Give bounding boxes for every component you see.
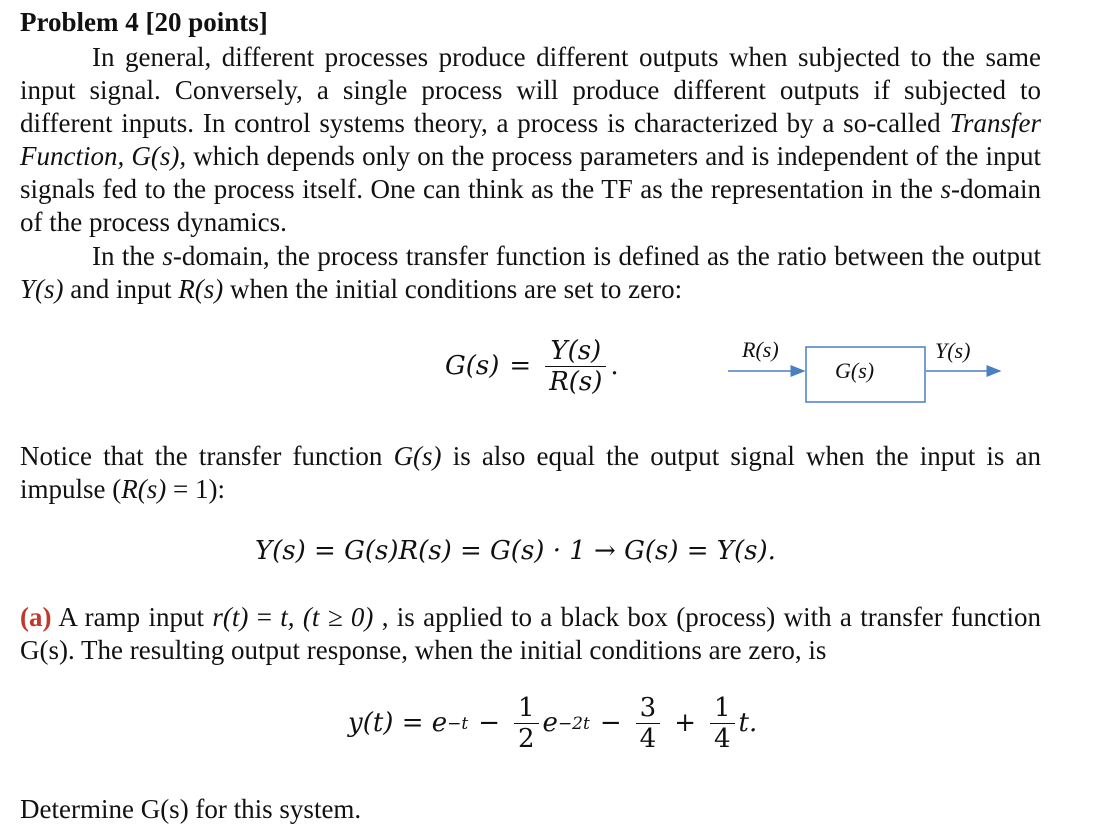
intro-text-cont: which depends only on the process parameters and is independent of the input signals fed to the process itself. One can think as the TF as the representation in the [20,141,1042,204]
definition-paragraph [20,240,1041,306]
transfer-function-term: Transfer Function, G(s), [20,108,1041,171]
eq3-exp-base: e [542,708,558,738]
eq3-fraction-1-num: 1 [518,693,535,723]
input-symbol: R(s) [178,274,224,304]
definition-text-and: and input [63,274,179,304]
input-label: R(s) [742,337,779,362]
r-symbol: R(s) [121,474,167,504]
s-domain-symbol: s [940,174,952,204]
eq1-denominator: R(s) [545,366,606,397]
eq3-tail: t. [738,708,758,738]
eq3-minus-2: − [599,708,622,738]
question-prompt: Determine G(s) for this system. [20,794,362,824]
impulse-text: Notice that the transfer function [20,441,394,471]
eq1-lhs: G(s) [445,351,500,381]
eq3-plus: + [674,708,696,738]
part-a-paragraph [20,601,1041,667]
impulse-equation: Y(s) = G(s)R(s) = G(s) · 1 → G(s) = Y(s). [255,536,776,566]
intro-text-end: -domain of the process dynamics. [20,174,1041,237]
problem-heading: Problem 4 [20 points] [20,7,268,37]
block-label: G(s) [835,358,875,383]
transfer-function-equation [445,336,619,397]
block-diagram [726,334,1016,410]
output-label: Y(s) [935,338,971,363]
impulse-paragraph [20,440,1041,506]
eq3-fraction-1 [514,693,539,754]
s-symbol: s [162,241,173,271]
ramp-input-definition: t, (t ≥ 0) [280,602,374,632]
part-a-text: A ramp input [51,602,213,632]
eq3-fraction-3 [710,693,735,754]
eq3-minus-1: − [478,708,500,738]
eq1-period: . [610,351,619,381]
eq3-lhs: y(t) = e [348,708,448,738]
part-a-label: (a) [20,602,52,632]
eq3-fraction-3-den: 4 [710,723,735,754]
eq3-fraction-3-num: 1 [713,693,731,723]
impulse-text-end: = 1): [166,474,225,504]
intro-text: In general, different processes produce different outputs when subjected to the same input signal. Conversely, a single process will produce different outputs if subjected to different inputs. In control systems theory, a process is characterized by a so-called [20,42,1041,138]
definition-text-cont: -domain, the process transfer function is defined as the ratio between the output [172,241,1041,271]
eq1-fraction [545,336,606,397]
definition-text: In the [92,241,163,271]
eq1-numerator: Y(s) [550,336,602,366]
ramp-input-symbol: r(t) [212,602,249,632]
output-symbol: Y(s) [20,274,64,304]
eq3-fraction-2-num: 3 [639,693,657,723]
definition-text-end: when the initial conditions are set to zero: [223,274,683,304]
impulse-text-cont: is also equal the output signal when the input is an impulse ( [20,441,1041,504]
eq3-fraction-2 [636,693,661,754]
part-a-text-end: , is applied to a black box (process) with a transfer function G(s). The resulting output response, when the initial conditions are zero, is [20,602,1042,665]
output-response-equation: y(t) = e −t − $\frac{1}{2}$ e −2t − $\frac{3}{4}$ + $\frac{1}{4}$ t. [348,693,758,754]
g-symbol: G(s) [393,441,442,471]
eq3-fraction-2-den: 4 [636,723,661,754]
part-a-equals: = [248,602,281,632]
intro-paragraph [20,41,1041,239]
eq1-equals: = [509,351,532,381]
eq3-fraction-1-den: 2 [514,723,539,754]
